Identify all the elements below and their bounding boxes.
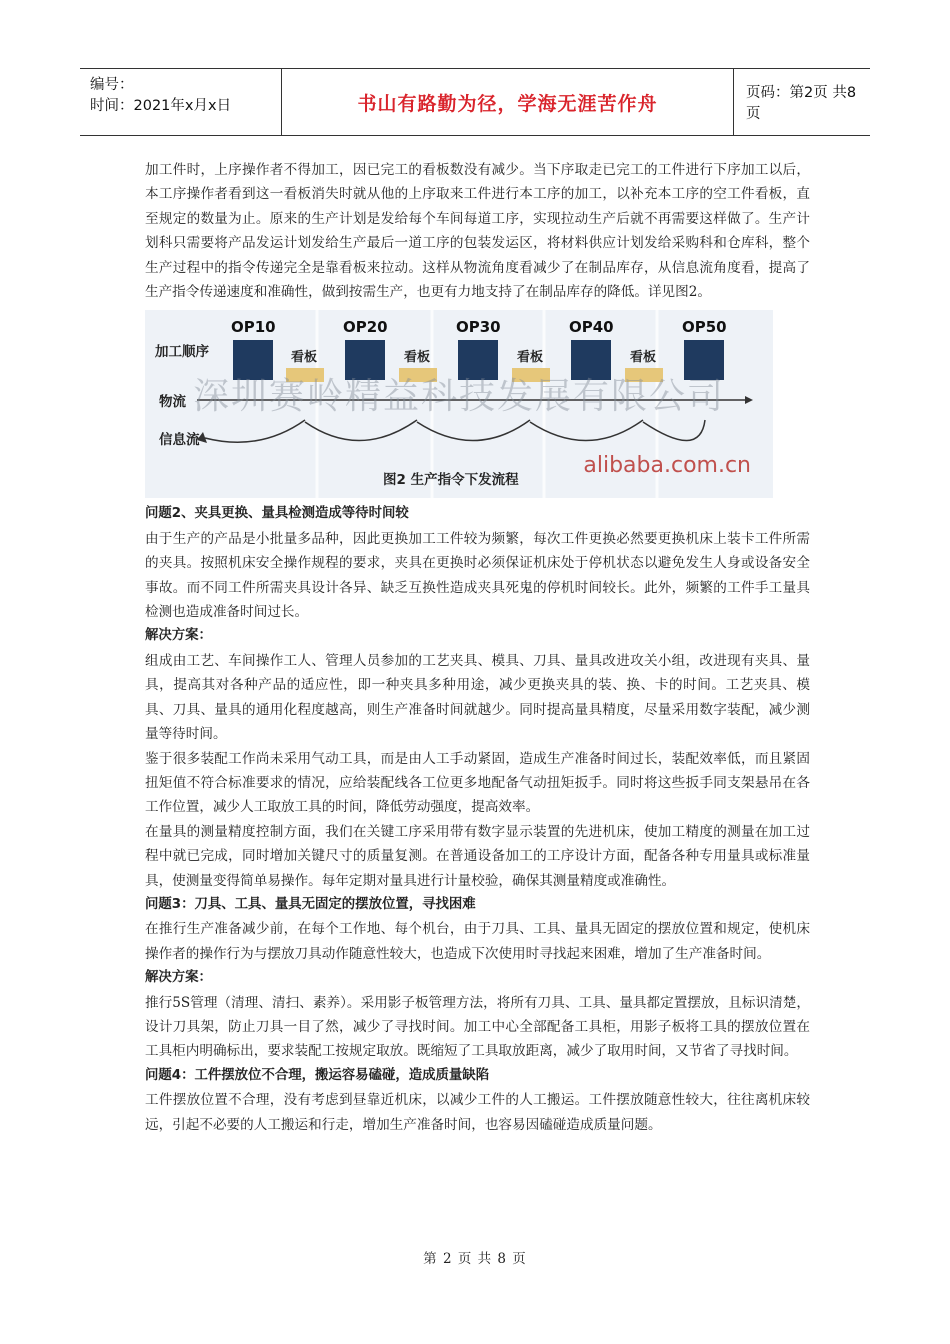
header-motto: 书山有路勤为径，学海无涯苦作舟 bbox=[282, 69, 734, 135]
watermark: 深圳赛岭精益科技发展有限公司 bbox=[193, 376, 726, 418]
kanban-label: 看板 bbox=[404, 350, 431, 366]
heading-solution-2: 解决方案： bbox=[145, 970, 212, 986]
paragraph-solution-1b: 鉴于很多装配工作尚未采用气动工具，而是由人工手动紧固，造成生产准备时间过长，装配效率低，而且紧固扭矩值不符合标准要求的情况，应给装配线各工位更多地配备气动扭矩扳手。同时将这些扳手同支架悬吊在各工作位置，减少人工取放工具的时间，降低劳动强度，提高效率。 bbox=[145, 750, 810, 816]
row-label-info: 信息流 bbox=[159, 432, 200, 449]
op-label: OP20 bbox=[343, 318, 388, 337]
op-label: OP30 bbox=[456, 318, 501, 337]
paragraph-solution-1a: 组成由工艺、车间操作工人、管理人员参加的工艺夹具、模具、刀具、量具改进攻关小组，改进现有夹具、量具，提高其对各种产品的适应性，即一种夹具多种用途，减少更换夹具的装、换、卡的时间。工艺夹具、模具、刀具、量具的通用化程度越高，则生产准备时间就越少。同时提高量具精度，尽量采用数字装配，减少测量等待时间。 bbox=[145, 652, 810, 743]
header-time: 时间：2021年x月x日 bbox=[90, 98, 232, 114]
heading-q2: 问题2、夹具更换、量具检测造成等待时间较 bbox=[145, 506, 409, 522]
op-label: OP40 bbox=[569, 318, 614, 337]
paragraph-q4: 工件摆放位置不合理，没有考虑到昼靠近机床，以减少工件的人工搬运。工件摆放随意性较大，往往离机床较远，引起不必要的人工搬运和行走，增加生产准备时间，也容易因磕碰造成质量问题。 bbox=[145, 1092, 810, 1133]
kanban-label: 看板 bbox=[291, 350, 318, 366]
header-number: 编号： bbox=[90, 77, 134, 93]
document-body bbox=[145, 158, 810, 1137]
paragraph-solution-1c: 在量具的测量精度控制方面，我们在关键工序采用带有数字显示装置的先进机床，使加工精度的测量在加工过程中就已完成，同时增加关键尺寸的质量复测。在普通设备加工的工序设计方面，配备各种专用量具或标准量具，使测量变得简单易操作。每年定期对量具进行计量校验，确保其测量精度或准确性。 bbox=[145, 823, 810, 889]
paragraph-solution-2: 推行5S管理（清理、清扫、素养）。采用影子板管理方法，将所有刀具、工具、量具都定置摆放，且标识清楚，设计刀具架，防止刀具一目了然，减少了寻找时间。加工中心全部配备工具柜，用影子板将工具的摆放位置在工具柜内明确标出，要求装配工按规定取放。既缩短了工具取放距离，减少了取用时间，又节省了寻找时间。 bbox=[145, 994, 810, 1060]
source-mark: alibaba.com.cn bbox=[583, 453, 751, 479]
op-label: OP10 bbox=[231, 318, 276, 337]
paragraph-q3: 在推行生产准备减少前，在每个工作地、每个机台，由于刀具、工具、量具无固定的摆放位置和规定，使机床操作者的操作行为与摆放刀具动作随意性较大，也造成下次使用时寻找起来困难，增加了生产准备时间。 bbox=[145, 921, 810, 962]
row-label-material: 物流 bbox=[159, 394, 186, 411]
header-page: 页码：第2页 共8页 bbox=[746, 85, 857, 122]
figure-2 bbox=[145, 310, 773, 498]
figure-caption: 图2 生产指令下发流程 bbox=[383, 472, 519, 489]
op-label: OP50 bbox=[682, 318, 727, 337]
kanban-label: 看板 bbox=[517, 350, 544, 366]
page-header bbox=[80, 68, 870, 136]
heading-q3: 问题3：刀具、工具、量具无固定的摆放位置，寻找困难 bbox=[145, 896, 476, 912]
info-flow-arcs bbox=[205, 420, 705, 442]
heading-solution-1: 解决方案： bbox=[145, 628, 212, 644]
page-footer: 第 2 页 共 8 页 bbox=[423, 1251, 527, 1267]
heading-q4: 问题4：工件摆放位不合理，搬运容易磕碰，造成质量缺陷 bbox=[145, 1067, 490, 1083]
paragraph-q2: 由于生产的产品是小批量多品种，因此更换加工工件较为频繁，每次工件更换必然要更换机床上装卡工件所需的夹具。按照机床安全操作规程的要求，夹具在更换时必须保证机床处于停机状态以避免发生人身或设备安全事故。而不同工件所需夹具设计各异、缺乏互换性造成夹具死鬼的停机时间较长。此外，频繁的工件手工量具检测也造成准备时间过长。 bbox=[145, 530, 810, 621]
paragraph-kanban: 加工件时，上序操作者不得加工，因已完工的看板数没有减少。当下序取走已完工的工件进行下序加工以后，本工序操作者看到这一看板消失时就从他的上序取来工件进行本工序的加工，以补充本工序的空工件看板，直至规定的数量为止。原来的生产计划是发给每个车间每道工序，实现拉动生产后就不再需要这样做了。生产计划科只需要将产品发运计划发给生产最后一道工序的包装发运区，将材料供应计划发给采购科和仓库科，整个生产过程中的指令传递完全是靠看板来拉动。这样从物流角度看减少了在制品库存，从信息流角度看，提高了生产指令传递速度和准确性，做到按需生产，也更有力地支持了在制品库存的降低。详见图2。 bbox=[145, 162, 810, 301]
header-meta bbox=[80, 69, 282, 135]
row-label-process: 加工顺序 bbox=[155, 344, 209, 361]
kanban-label: 看板 bbox=[630, 350, 657, 366]
